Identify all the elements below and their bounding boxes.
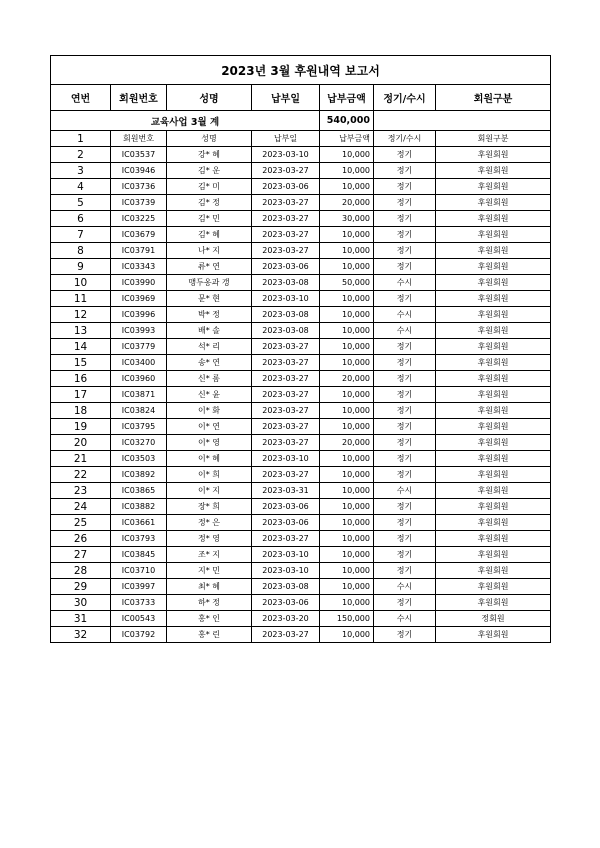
table-row <box>51 611 551 627</box>
row-member-class: 후원회원 <box>436 403 551 419</box>
row-name: 김* 운 <box>167 163 252 179</box>
row-no: 6 <box>51 211 111 227</box>
row-no: 17 <box>51 387 111 403</box>
header-member-id: 회원번호 <box>111 85 167 111</box>
row-amount: 10,000 <box>320 451 374 467</box>
row-name: 나* 지 <box>167 243 252 259</box>
row-no: 30 <box>51 595 111 611</box>
row-no: 31 <box>51 611 111 627</box>
row-member-id: IC03791 <box>111 243 167 259</box>
row-member-class: 후원회원 <box>436 515 551 531</box>
row-date: 2023-03-08 <box>252 275 320 291</box>
row-member-class: 후원회원 <box>436 323 551 339</box>
row-name: 이* 희 <box>167 467 252 483</box>
row-no: 2 <box>51 147 111 163</box>
row-date: 2023-03-27 <box>252 403 320 419</box>
row-member-class: 후원회원 <box>436 227 551 243</box>
table-row <box>51 515 551 531</box>
row-name: 신* 롬 <box>167 371 252 387</box>
summary-row <box>51 111 551 131</box>
donation-table <box>50 55 551 643</box>
row-type: 정기 <box>374 259 436 275</box>
row-date: 2023-03-20 <box>252 611 320 627</box>
row-member-id: IC03845 <box>111 547 167 563</box>
row-member-class: 후원회원 <box>436 627 551 643</box>
row-member-class: 후원회원 <box>436 371 551 387</box>
row-no: 15 <box>51 355 111 371</box>
row-amount: 30,000 <box>320 211 374 227</box>
row-type: 정기 <box>374 387 436 403</box>
row-no: 24 <box>51 499 111 515</box>
table-row <box>51 259 551 275</box>
table-row <box>51 275 551 291</box>
row-date: 2023-03-27 <box>252 339 320 355</box>
row-no: 20 <box>51 435 111 451</box>
row-no: 11 <box>51 291 111 307</box>
table-row <box>51 467 551 483</box>
table-row <box>51 291 551 307</box>
row-member-id: IC03960 <box>111 371 167 387</box>
row-member-class: 후원회원 <box>436 147 551 163</box>
row-amount: 10,000 <box>320 419 374 435</box>
row-member-id: IC03865 <box>111 483 167 499</box>
row-member-class: 후원회원 <box>436 579 551 595</box>
table-row <box>51 595 551 611</box>
row-date: 2023-03-27 <box>252 531 320 547</box>
row-member-id: IC03892 <box>111 467 167 483</box>
row-member-id: IC03710 <box>111 563 167 579</box>
row-no: 9 <box>51 259 111 275</box>
row-amount: 20,000 <box>320 195 374 211</box>
row-date: 2023-03-27 <box>252 211 320 227</box>
row-member-id: IC03537 <box>111 147 167 163</box>
row-name: 이* 화 <box>167 403 252 419</box>
row-name: 김* 정 <box>167 195 252 211</box>
row-member-id: IC03661 <box>111 515 167 531</box>
row-type: 정기 <box>374 499 436 515</box>
table-row <box>51 451 551 467</box>
row-amount: 10,000 <box>320 483 374 499</box>
header-date: 납부일 <box>252 85 320 111</box>
row-date: 2023-03-08 <box>252 323 320 339</box>
row-type: 수시 <box>374 323 436 339</box>
row-type: 정기 <box>374 179 436 195</box>
row-type: 수시 <box>374 483 436 499</box>
row-date: 2023-03-10 <box>252 547 320 563</box>
row-name: 정* 영 <box>167 531 252 547</box>
row-member-id: IC03792 <box>111 627 167 643</box>
row-date: 납부일 <box>252 131 320 147</box>
row-name: 강* 혜 <box>167 147 252 163</box>
row-date: 2023-03-08 <box>252 307 320 323</box>
row-name: 신* 윤 <box>167 387 252 403</box>
table-row <box>51 323 551 339</box>
row-member-id: IC03795 <box>111 419 167 435</box>
row-type: 정기 <box>374 147 436 163</box>
row-member-id: IC03996 <box>111 307 167 323</box>
row-no: 32 <box>51 627 111 643</box>
row-name: 이* 영 <box>167 435 252 451</box>
table-row <box>51 227 551 243</box>
row-type: 정기 <box>374 371 436 387</box>
row-no: 29 <box>51 579 111 595</box>
row-no: 28 <box>51 563 111 579</box>
row-date: 2023-03-27 <box>252 243 320 259</box>
row-amount: 10,000 <box>320 387 374 403</box>
row-date: 2023-03-27 <box>252 627 320 643</box>
summary-blank <box>374 111 551 131</box>
row-type: 정기 <box>374 195 436 211</box>
row-member-id: IC03343 <box>111 259 167 275</box>
row-no: 25 <box>51 515 111 531</box>
row-type: 정기 <box>374 531 436 547</box>
row-amount: 150,000 <box>320 611 374 627</box>
row-amount: 10,000 <box>320 323 374 339</box>
row-type: 정기 <box>374 355 436 371</box>
row-no: 8 <box>51 243 111 259</box>
row-name: 지* 민 <box>167 563 252 579</box>
row-no: 16 <box>51 371 111 387</box>
table-row <box>51 163 551 179</box>
row-type: 정기 <box>374 595 436 611</box>
row-type: 정기 <box>374 627 436 643</box>
row-amount: 10,000 <box>320 259 374 275</box>
row-date: 2023-03-27 <box>252 387 320 403</box>
row-date: 2023-03-27 <box>252 227 320 243</box>
row-amount: 20,000 <box>320 371 374 387</box>
row-member-class: 후원회원 <box>436 275 551 291</box>
header-name: 성명 <box>167 85 252 111</box>
row-name: 김* 민 <box>167 211 252 227</box>
row-amount: 10,000 <box>320 163 374 179</box>
row-amount: 10,000 <box>320 227 374 243</box>
summary-label: 교육사업 3월 계 <box>51 111 320 131</box>
row-amount: 10,000 <box>320 307 374 323</box>
row-amount: 10,000 <box>320 339 374 355</box>
table-row <box>51 179 551 195</box>
table-row <box>51 387 551 403</box>
row-member-class: 후원회원 <box>436 243 551 259</box>
summary-total: 540,000 <box>320 111 374 131</box>
row-name: 장* 희 <box>167 499 252 515</box>
row-type: 정기 <box>374 563 436 579</box>
row-name: 류* 연 <box>167 259 252 275</box>
row-member-class: 정회원 <box>436 611 551 627</box>
row-amount: 10,000 <box>320 579 374 595</box>
row-member-id: IC03993 <box>111 323 167 339</box>
row-member-id: IC03990 <box>111 275 167 291</box>
row-member-class: 후원회원 <box>436 259 551 275</box>
row-type: 정기 <box>374 243 436 259</box>
row-member-id: IC03225 <box>111 211 167 227</box>
row-amount: 10,000 <box>320 627 374 643</box>
row-type: 정기 <box>374 227 436 243</box>
row-member-id: IC03739 <box>111 195 167 211</box>
row-name: 송* 연 <box>167 355 252 371</box>
row-member-class: 후원회원 <box>436 563 551 579</box>
row-member-id: IC03969 <box>111 291 167 307</box>
row-name: 정* 은 <box>167 515 252 531</box>
row-member-class: 후원회원 <box>436 211 551 227</box>
row-amount: 10,000 <box>320 515 374 531</box>
row-name: 이* 지 <box>167 483 252 499</box>
table-row <box>51 547 551 563</box>
header-type: 정기/수시 <box>374 85 436 111</box>
row-name: 맹두옹과 갱 <box>167 275 252 291</box>
row-no: 19 <box>51 419 111 435</box>
row-date: 2023-03-10 <box>252 451 320 467</box>
row-member-class: 후원회원 <box>436 339 551 355</box>
row-date: 2023-03-27 <box>252 435 320 451</box>
row-member-id: IC03270 <box>111 435 167 451</box>
row-member-id: IC03824 <box>111 403 167 419</box>
table-row <box>51 419 551 435</box>
row-date: 2023-03-08 <box>252 579 320 595</box>
row-date: 2023-03-10 <box>252 291 320 307</box>
row-type: 정기 <box>374 211 436 227</box>
row-date: 2023-03-06 <box>252 179 320 195</box>
table-row <box>51 499 551 515</box>
row-member-id: IC03946 <box>111 163 167 179</box>
row-type: 정기/수시 <box>374 131 436 147</box>
table-row <box>51 627 551 643</box>
table-row <box>51 579 551 595</box>
row-amount: 10,000 <box>320 179 374 195</box>
header-row <box>51 85 551 111</box>
row-type: 정기 <box>374 467 436 483</box>
row-member-class: 후원회원 <box>436 419 551 435</box>
row-type: 수시 <box>374 307 436 323</box>
row-type: 수시 <box>374 611 436 627</box>
row-name: 이* 연 <box>167 419 252 435</box>
table-row <box>51 147 551 163</box>
row-type: 정기 <box>374 419 436 435</box>
row-member-class: 후원회원 <box>436 467 551 483</box>
row-member-class: 후원회원 <box>436 435 551 451</box>
table-row <box>51 435 551 451</box>
row-name: 배* 솔 <box>167 323 252 339</box>
report-sheet <box>50 55 550 643</box>
row-amount: 10,000 <box>320 147 374 163</box>
row-member-id: IC03779 <box>111 339 167 355</box>
row-amount: 10,000 <box>320 403 374 419</box>
table-row <box>51 355 551 371</box>
row-member-class: 후원회원 <box>436 499 551 515</box>
row-no: 7 <box>51 227 111 243</box>
row-member-class: 후원회원 <box>436 307 551 323</box>
row-amount: 10,000 <box>320 355 374 371</box>
row-no: 12 <box>51 307 111 323</box>
row-date: 2023-03-27 <box>252 467 320 483</box>
row-date: 2023-03-27 <box>252 163 320 179</box>
row-name: 이* 혜 <box>167 451 252 467</box>
row-date: 2023-03-27 <box>252 371 320 387</box>
header-amount: 납부금액 <box>320 85 374 111</box>
row-amount: 10,000 <box>320 499 374 515</box>
row-amount: 20,000 <box>320 435 374 451</box>
row-amount: 10,000 <box>320 595 374 611</box>
row-no: 27 <box>51 547 111 563</box>
row-member-class: 회원구분 <box>436 131 551 147</box>
row-member-class: 후원회원 <box>436 451 551 467</box>
row-date: 2023-03-10 <box>252 563 320 579</box>
row-member-id: IC03997 <box>111 579 167 595</box>
table-row <box>51 131 551 147</box>
row-no: 22 <box>51 467 111 483</box>
row-date: 2023-03-06 <box>252 259 320 275</box>
row-date: 2023-03-31 <box>252 483 320 499</box>
row-member-id: IC03793 <box>111 531 167 547</box>
row-amount: 10,000 <box>320 243 374 259</box>
table-row <box>51 211 551 227</box>
row-member-class: 후원회원 <box>436 179 551 195</box>
row-amount: 50,000 <box>320 275 374 291</box>
row-name: 홍* 린 <box>167 627 252 643</box>
row-member-id: IC03882 <box>111 499 167 515</box>
rows-body <box>51 131 551 643</box>
row-date: 2023-03-06 <box>252 515 320 531</box>
row-no: 1 <box>51 131 111 147</box>
header-no: 연번 <box>51 85 111 111</box>
row-name: 석* 리 <box>167 339 252 355</box>
row-type: 정기 <box>374 163 436 179</box>
row-amount: 10,000 <box>320 531 374 547</box>
row-member-id: IC03503 <box>111 451 167 467</box>
row-member-class: 후원회원 <box>436 387 551 403</box>
row-name: 하* 정 <box>167 595 252 611</box>
row-type: 정기 <box>374 451 436 467</box>
table-row <box>51 403 551 419</box>
row-type: 수시 <box>374 579 436 595</box>
table-row <box>51 307 551 323</box>
row-type: 정기 <box>374 435 436 451</box>
row-member-id: 회원번호 <box>111 131 167 147</box>
row-member-class: 후원회원 <box>436 195 551 211</box>
row-date: 2023-03-06 <box>252 595 320 611</box>
row-no: 21 <box>51 451 111 467</box>
header-member-class: 회원구분 <box>436 85 551 111</box>
row-type: 수시 <box>374 275 436 291</box>
row-member-id: IC03400 <box>111 355 167 371</box>
row-name: 성명 <box>167 131 252 147</box>
row-member-class: 후원회원 <box>436 483 551 499</box>
row-name: 최* 혜 <box>167 579 252 595</box>
row-amount: 10,000 <box>320 563 374 579</box>
row-amount: 10,000 <box>320 291 374 307</box>
row-date: 2023-03-27 <box>252 355 320 371</box>
row-date: 2023-03-27 <box>252 195 320 211</box>
table-row <box>51 195 551 211</box>
row-no: 23 <box>51 483 111 499</box>
row-member-id: IC03871 <box>111 387 167 403</box>
row-type: 정기 <box>374 403 436 419</box>
row-name: 홍* 인 <box>167 611 252 627</box>
table-row <box>51 371 551 387</box>
row-name: 문* 현 <box>167 291 252 307</box>
row-date: 2023-03-10 <box>252 147 320 163</box>
row-no: 4 <box>51 179 111 195</box>
row-member-id: IC03679 <box>111 227 167 243</box>
row-member-id: IC03733 <box>111 595 167 611</box>
row-type: 정기 <box>374 291 436 307</box>
row-type: 정기 <box>374 339 436 355</box>
row-amount: 납부금액 <box>320 131 374 147</box>
row-member-class: 후원회원 <box>436 163 551 179</box>
table-row <box>51 339 551 355</box>
row-name: 김* 미 <box>167 179 252 195</box>
row-date: 2023-03-27 <box>252 419 320 435</box>
row-type: 정기 <box>374 547 436 563</box>
report-title: 2023년 3월 후원내역 보고서 <box>51 56 551 85</box>
table-row <box>51 563 551 579</box>
row-name: 박* 정 <box>167 307 252 323</box>
row-type: 정기 <box>374 515 436 531</box>
row-amount: 10,000 <box>320 467 374 483</box>
row-member-class: 후원회원 <box>436 547 551 563</box>
row-member-class: 후원회원 <box>436 595 551 611</box>
row-member-id: IC03736 <box>111 179 167 195</box>
row-amount: 10,000 <box>320 547 374 563</box>
row-member-id: IC00543 <box>111 611 167 627</box>
row-member-class: 후원회원 <box>436 355 551 371</box>
row-no: 3 <box>51 163 111 179</box>
row-no: 18 <box>51 403 111 419</box>
row-date: 2023-03-06 <box>252 499 320 515</box>
row-no: 5 <box>51 195 111 211</box>
table-row <box>51 243 551 259</box>
table-row <box>51 483 551 499</box>
row-no: 14 <box>51 339 111 355</box>
table-row <box>51 531 551 547</box>
row-no: 26 <box>51 531 111 547</box>
row-name: 김* 혜 <box>167 227 252 243</box>
row-member-class: 후원회원 <box>436 531 551 547</box>
row-name: 조* 지 <box>167 547 252 563</box>
row-no: 10 <box>51 275 111 291</box>
row-member-class: 후원회원 <box>436 291 551 307</box>
row-no: 13 <box>51 323 111 339</box>
